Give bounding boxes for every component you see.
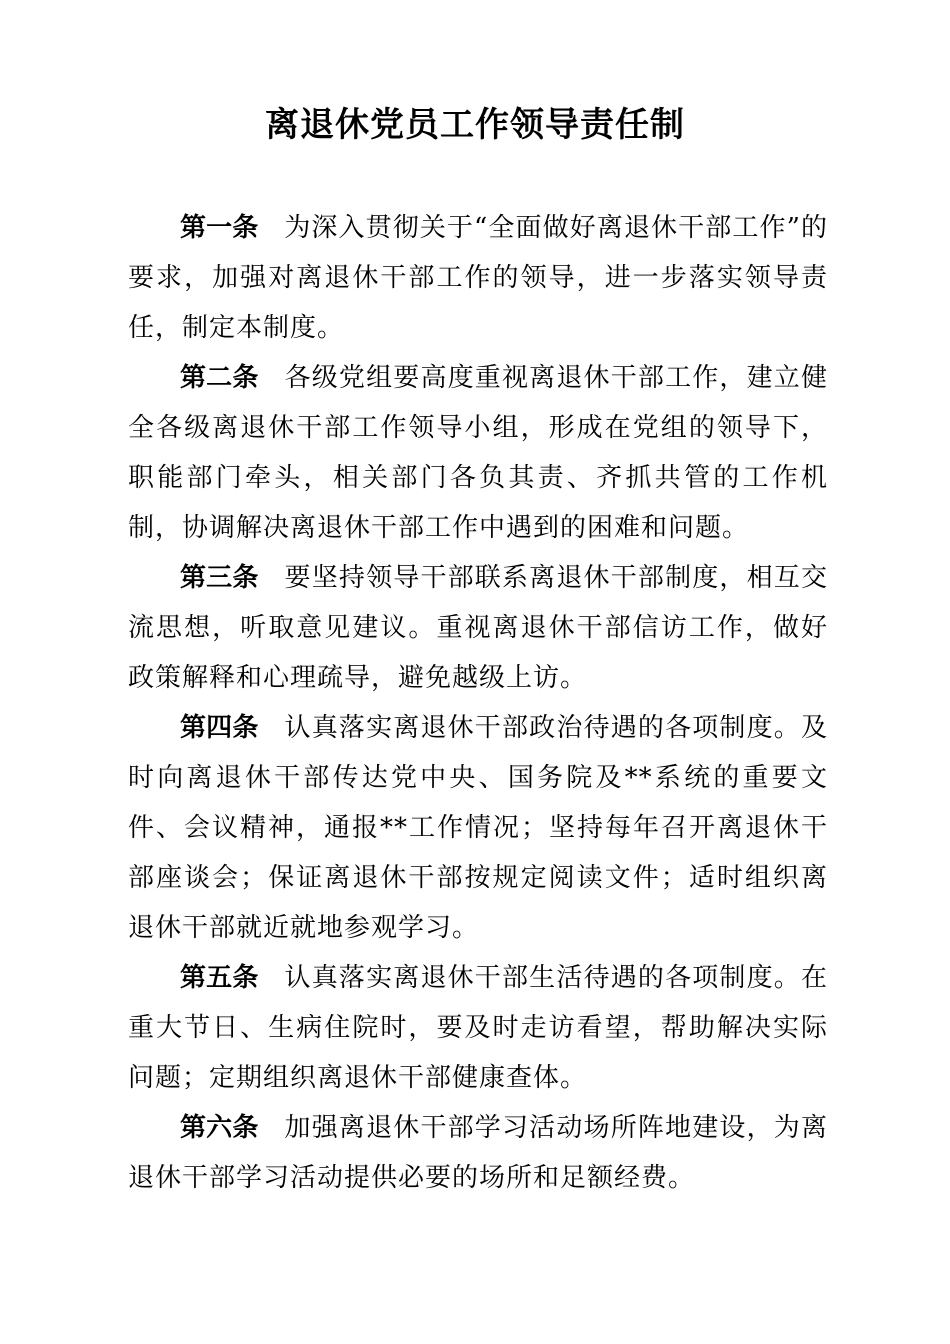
article-label: 第四条 bbox=[180, 713, 259, 743]
article-label: 第五条 bbox=[180, 963, 259, 993]
article-text: 认真落实离退休干部生活待遇的各项制度。在重大节日、生病住院时，要及时走访看望，帮助解决实际问题；定期组织离退休干部健康查体。 bbox=[128, 963, 828, 1093]
article-text: 要坚持领导干部联系离退休干部制度，相互交流思想，听取意见建议。重视离退休干部信访工作，做好政策解释和心理疏导，避免越级上访。 bbox=[128, 563, 828, 693]
article-1 bbox=[128, 203, 828, 353]
document-title: 离退休党员工作领导责任制 bbox=[265, 105, 685, 145]
article-3 bbox=[128, 553, 828, 703]
article-label: 第三条 bbox=[180, 563, 259, 593]
article-6 bbox=[128, 1103, 828, 1203]
article-5 bbox=[128, 953, 828, 1103]
article-4 bbox=[128, 703, 828, 953]
article-text: 为深入贯彻关于“全面做好离退休干部工作”的要求，加强对离退休干部工作的领导，进一步落实领导责任，制定本制度。 bbox=[128, 213, 828, 343]
article-text: 加强离退休干部学习活动场所阵地建设，为离退休干部学习活动提供必要的场所和足额经费。 bbox=[128, 1113, 828, 1193]
article-label: 第六条 bbox=[180, 1113, 259, 1143]
article-text: 各级党组要高度重视离退休干部工作，建立健全各级离退休干部工作领导小组，形成在党组的领导下，职能部门牵头，相关部门各负其责、齐抓共管的工作机制，协调解决离退休干部工作中遇到的困难和问题。 bbox=[128, 363, 828, 543]
document-body bbox=[128, 203, 828, 1203]
article-text: 认真落实离退休干部政治待遇的各项制度。及时向离退休干部传达党中央、国务院及**系统的重要文件、会议精神，通报**工作情况；坚持每年召开离退休干部座谈会；保证离退休干部按规定阅读文件；适时组织离退休干部就近就地参观学习。 bbox=[128, 713, 828, 943]
article-label: 第二条 bbox=[180, 363, 259, 393]
article-label: 第一条 bbox=[180, 213, 259, 243]
article-2 bbox=[128, 353, 828, 553]
